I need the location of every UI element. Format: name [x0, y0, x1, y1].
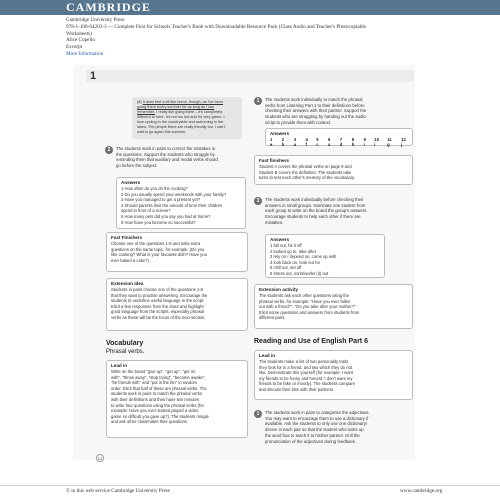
- answers-row: 1 e 2 h 3 a 4 f 5 c 6 a 7 d 8 h 9 i 10 i 11 g 12 j: [270, 137, 406, 147]
- phrasal-verbs-subheading: Phrasal verbs.: [106, 349, 145, 355]
- step-3-instructions: The students work individually before checking their answers in small groups. Nominate one student from each group to write on the board the group's answers. Encourage students to help each other if there are mistakes.: [265, 197, 368, 225]
- answers-box-matching: Answers 1 e 2 h 3 a 4 f 5 c 6 a 7 d 8 h 9 i 10 i 11 g 12 j: [265, 128, 413, 146]
- fast-finishers-box-left: Fast Finishers Choose one of the questions 1-6 and write extra questions on the same topic, for example: (Do you like cooking? What is your favourite dish? Have you ever baked a cake?).: [106, 232, 248, 272]
- step-1b-number: 1: [254, 410, 262, 418]
- publisher-logo: CAMBRIDGE: [66, 0, 152, 14]
- reading-use-of-english-heading: Reading and Use of English Part 6: [254, 338, 368, 345]
- chapter-bar: [86, 70, 414, 82]
- more-information-link[interactable]: More Information: [66, 50, 104, 57]
- step-1b-instructions: The students work in pairs to categorise the adjectives. You may want to encourage them to use a dictionary if available. Ask the students to only use one dictionary/ device in each pair so that the student who looks up the word has to teach it to his/her partner. Drill the pronunciation of the adjectives during feedback.: [265, 410, 370, 444]
- step-1-instructions: The students work individually to match the phrasal verbs from Listening Part 1 to their definitions before checking their answers with their partner. Support the students who are struggling by handing out the audio script to provide them with context.: [265, 97, 367, 125]
- excerpt-label: Excerpt: [66, 44, 83, 51]
- extension-idea-box: Extension idea Students in pairs choose one of the questions 1-6 that they want to practise answering. Encourage the students to underline useful language in the script. Elicit a few responses from the class and highlight good language from the scripts, especially phrasal verbs as these will be the focus of the next section.: [106, 278, 248, 331]
- author-name: Alice Copello: [66, 37, 95, 44]
- footer-website-link[interactable]: www.cambridge.org: [400, 488, 443, 494]
- extension-activity-box: Extension activity The students ask each other questions using the phrasal verbs, for example: "Have you ever fallen out with a friend?", "Do you take after your mother?". Elicit some questions and answers from students from different pairs.: [254, 284, 413, 329]
- publisher-name: Cambridge University Press: [66, 17, 125, 23]
- answers-box-questions: Answers 1 How often do you do the cooking? 2 Do you usually spend your weekends with your family? 3 Have you managed to get a present yet? 4 Should parents limit the amount of time their children spend in front of a screen? 5 How many pets did you say you had at home? 6 How have you become so successful?: [116, 177, 246, 229]
- audio-script-box: (8) It does feel a bit like home, though, as I've been going there every summer for as long as I can remember. I really like going there – it's completely different to here. It's not too hot and it's very green. I love cycling in the countryside and swimming in the lakes. The people there are really friendly too. I can't wait to go again this summer.: [132, 97, 242, 139]
- lead-in-box-left: Lead in Write on the board "give up", "get up", "get on with", "throw away", "stop trying", "become awake", "be friends with" and "put in the bin" in random order. Elicit that half of these are phrasal verbs. The students work in pairs to match the phrasal verbs with their definitions and then have two minutes to write four questions using the phrasal verbs (for example: Have you ever started played a video game so difficult you gave up?). The students mingle and ask other classmates their questions.: [106, 360, 248, 438]
- footer-divider: [0, 485, 500, 486]
- footer-copyright: © in this web service Cambridge University Press: [66, 488, 170, 494]
- step-3-number: 3: [254, 197, 262, 205]
- chapter-number: 1: [90, 70, 97, 82]
- lead-in-box-right: Lead in The students make a list of two personality traits they look for in a friend, and two which they do not like. Demonstrate this yourself (for example: I want my friends to be funny and honest; I don't want my friends to be fake or moody). The students compare and discuss their lists with their partners.: [254, 350, 413, 400]
- step-1-number: 1: [254, 97, 262, 105]
- step-2-number: 2: [105, 146, 113, 154]
- answers-box-phrasal: Answers 1 fall out, hit it off 2 looked up to, take after 3 rely on / depend on, come up with 4 look back on, look out for 5 chill out, set off 6 stress out, sorts/works (it) out: [265, 234, 385, 278]
- isbn-line: 978-1-108-64203-3 — Complete First for Schools Teacher's Book with Downloadable Resource Pack (Class Audio and Teacher's Photocopiable: [66, 23, 367, 30]
- isbn-line-2: Worksheets): [66, 30, 92, 37]
- fast-finishers-box-right: Fast finishers Student A covers the phrasal verbs on page 9 and Student B covers the definition. The students take turns to test each other's memory of the vocabulary.: [254, 155, 413, 185]
- book-metadata: [66, 17, 446, 58]
- page-number: 12: [97, 456, 103, 461]
- step-2-instructions: The students work in pairs to correct the mistakes in the questions. Support the students who struggle by reminding them that auxiliary and modal verbs should go before the subject.: [116, 146, 218, 169]
- vocabulary-heading: Vocabulary: [106, 340, 144, 347]
